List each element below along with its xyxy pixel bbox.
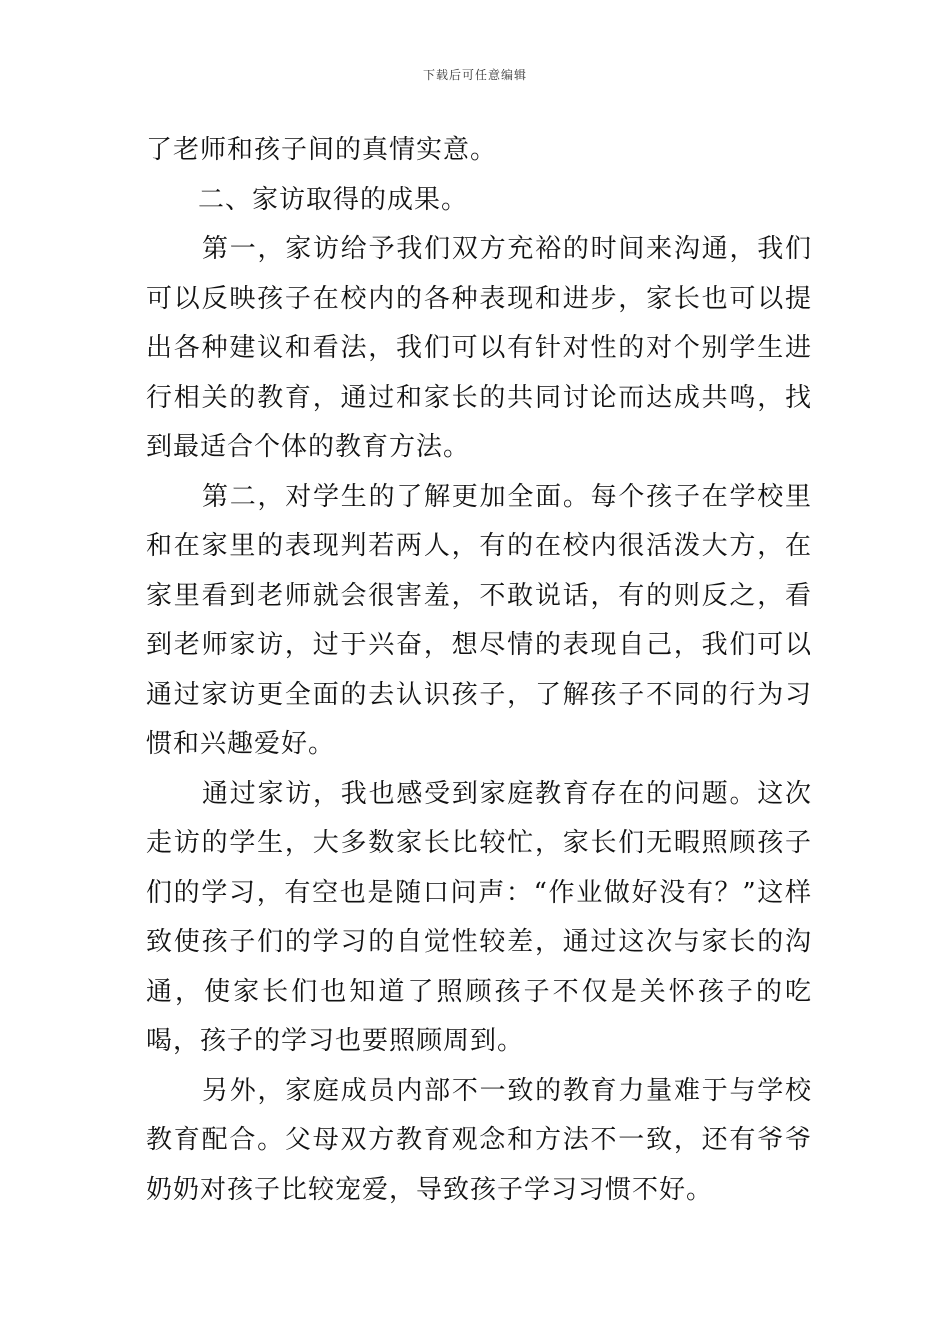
paragraph-second-point: 第二，对学生的了解更加全面。每个孩子在学校里和在家里的表现判若两人，有的在校内很活泼大方，在家里看到老师就会很害羞，不敢说话，有的则反之，看到老师家访，过于兴奋，想尽情的表现自己，我们可以通过家访更全面的去认识孩子，了解孩子不同的行为习惯和兴趣爱好。	[146, 481, 812, 759]
section-heading: 二、家访取得的成果。	[198, 184, 469, 215]
page-header: 下载后可任意编辑	[422, 68, 527, 82]
paragraph-inconsistent-education: 另外，家庭成员内部不一致的教育力量难于与学校教育配合。父母双方教育观念和方法不一致，还有爷爷奶奶对孩子比较宠爱，导致孩子学习习惯不好。	[146, 1075, 812, 1205]
paragraph-continuation: 了老师和孩子间的真情实意。	[146, 135, 498, 165]
paragraph-first-point: 第一，家访给予我们双方充裕的时间来沟通，我们可以反映孩子在校内的各种表现和进步，家长也可以提出各种建议和看法，我们可以有针对性的对个别学生进行相关的教育，通过和家长的共同讨论而达成共鸣，找到最适合个体的教育方法。	[146, 234, 812, 462]
paragraph-family-education-issues: 通过家访，我也感受到家庭教育存在的问题。这次走访的学生，大多数家长比较忙，家长们无暇照顾孩子们的学习，有空也是随口问声：“作业做好没有？”这样致使孩子们的学习的自觉性较差，通过这次与家长的沟通，使家长们也知道了照顾孩子不仅是关怀孩子的吃喝，孩子的学习也要照顾周到。	[146, 778, 812, 1056]
document-body	[146, 126, 812, 1215]
